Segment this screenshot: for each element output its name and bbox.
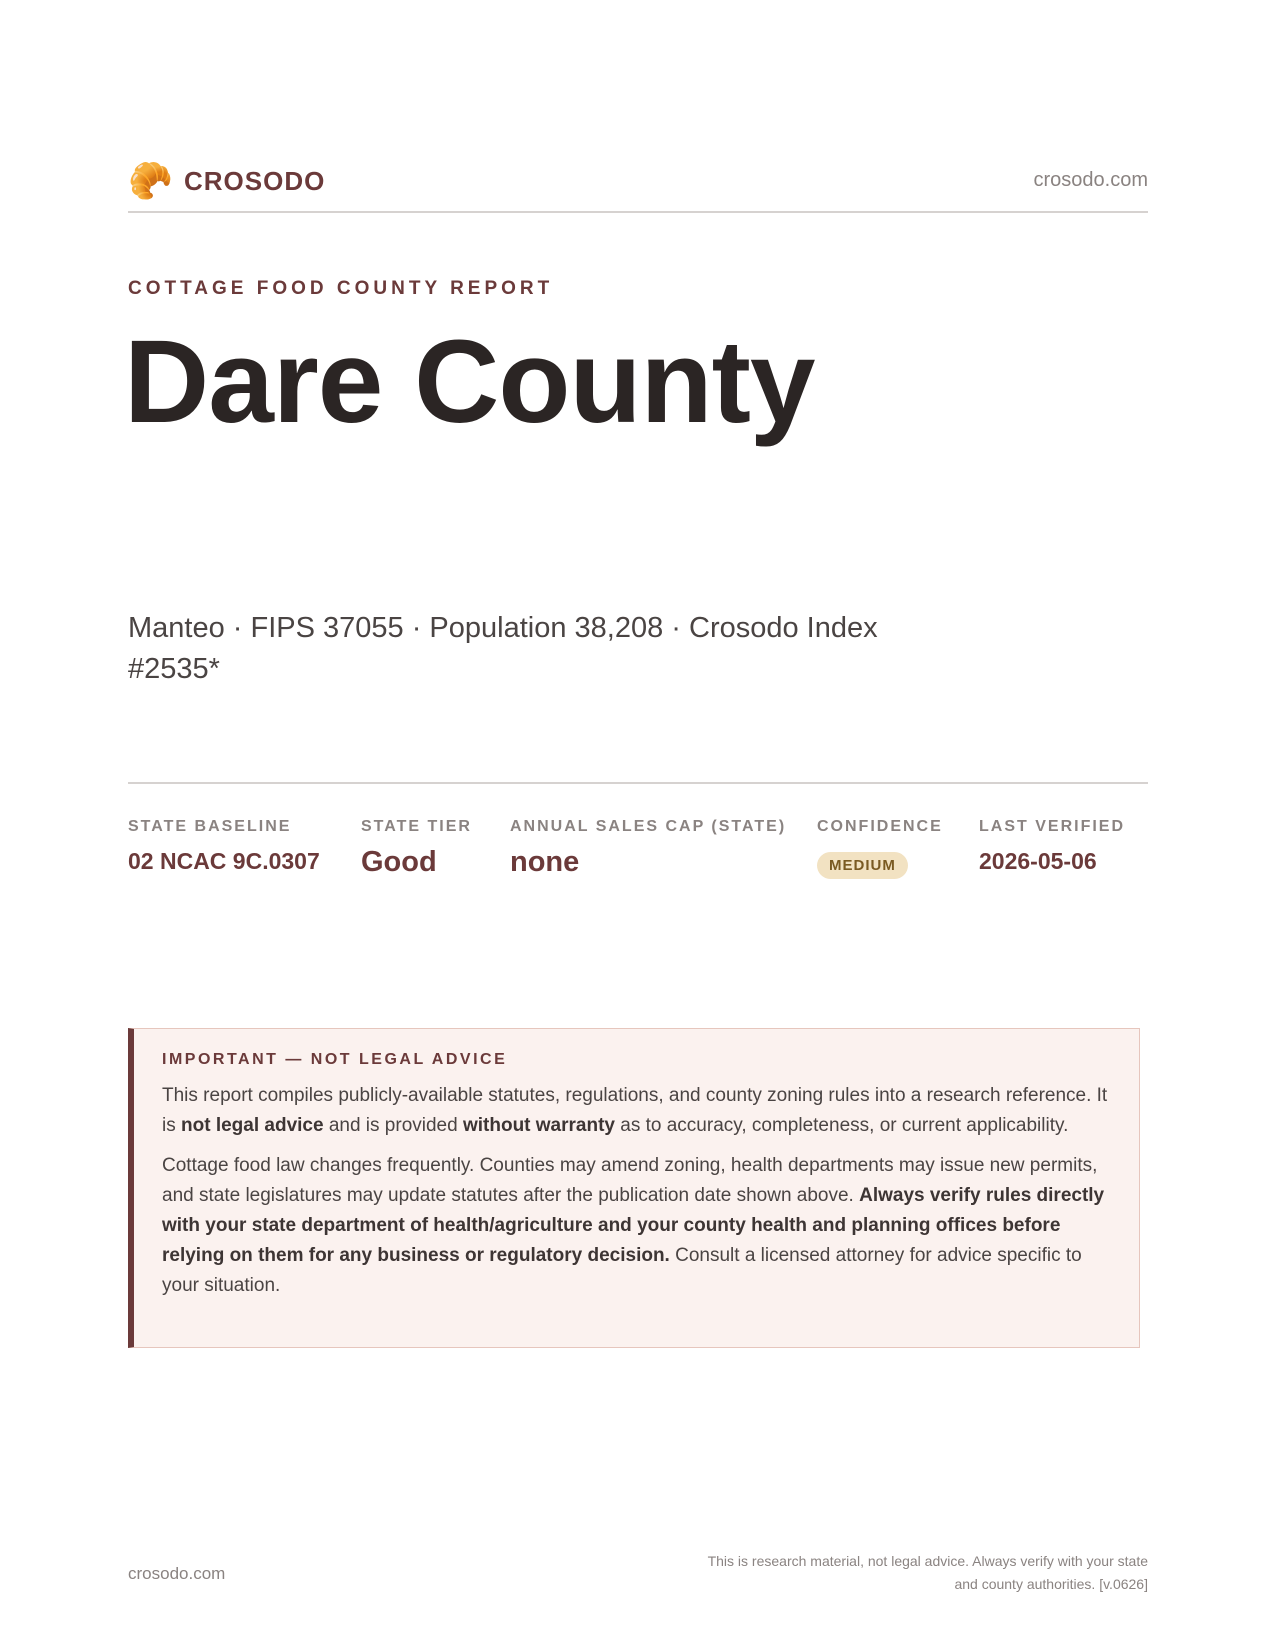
notice-text: Cottage food law changes frequently. Counties may amend zoning, health departments may issue new permits, and state legislatures may update statutes after the publication date shown above.: [162, 1155, 1098, 1206]
stat-confidence: [817, 818, 943, 879]
stat-value: 02 NCAC 9C.0307: [128, 848, 320, 874]
footer-disclaimer-line: and county authorities. [v.0626]: [954, 1576, 1148, 1592]
stat-label: ANNUAL SALES CAP (STATE): [510, 818, 787, 835]
legal-notice: [128, 1028, 1140, 1348]
croissant-icon: 🥐: [128, 160, 173, 201]
notice-title: IMPORTANT — NOT LEGAL ADVICE: [162, 1051, 508, 1068]
notice-paragraph-1: [162, 1081, 1113, 1141]
stat-value: Good: [361, 846, 437, 878]
notice-paragraph-2: [162, 1151, 1113, 1301]
notice-text: This report compiles publicly-available statutes, regulations, and county zoning rules into a research reference. It is: [162, 1085, 1108, 1136]
stat-state-baseline: [128, 818, 320, 875]
footer-disclaimer-line: This is research material, not legal advice. Always verify with your state: [707, 1553, 1148, 1569]
stat-label: LAST VERIFIED: [979, 818, 1126, 835]
stat-label: CONFIDENCE: [817, 818, 943, 835]
stat-last-verified: [979, 818, 1125, 875]
brand-name: CROSODO: [184, 165, 326, 196]
stat-state-tier: [361, 818, 472, 879]
page-header: [128, 155, 1148, 213]
notice-text: and is provided: [323, 1115, 463, 1136]
stat-value: none: [510, 846, 580, 878]
stat-value: 2026-05-06: [979, 848, 1097, 874]
stat-label: STATE TIER: [361, 818, 472, 835]
notice-emphasis: Always verify rules directly with your state department of health/agriculture and your county health and planning offices before relying on them for any business or regulatory decision.: [162, 1185, 1105, 1266]
brand[interactable]: [128, 161, 325, 201]
stat-label: STATE BASELINE: [128, 818, 292, 835]
confidence-badge: MEDIUM: [817, 852, 908, 879]
report-eyebrow: COTTAGE FOOD COUNTY REPORT: [128, 278, 554, 299]
notice-text: Consult a licensed attorney for advice specific to your situation.: [162, 1245, 1082, 1296]
site-link[interactable]: crosodo.com: [1033, 169, 1148, 191]
county-subtitle: Manteo · FIPS 37055 · Population 38,208 · Crosodo Index #2535*: [128, 612, 878, 685]
report-page: [124, 0, 1148, 1650]
divider: [128, 782, 1148, 784]
footer-site[interactable]: crosodo.com: [128, 1564, 226, 1583]
notice-emphasis: without warranty: [462, 1115, 615, 1136]
footer-disclaimer: [628, 1550, 1148, 1596]
notice-text: as to accuracy, completeness, or current applicability.: [614, 1115, 1069, 1136]
stat-sales-cap: [510, 818, 786, 879]
notice-emphasis: not legal advice: [181, 1115, 324, 1136]
page-title: Dare County: [124, 316, 815, 448]
